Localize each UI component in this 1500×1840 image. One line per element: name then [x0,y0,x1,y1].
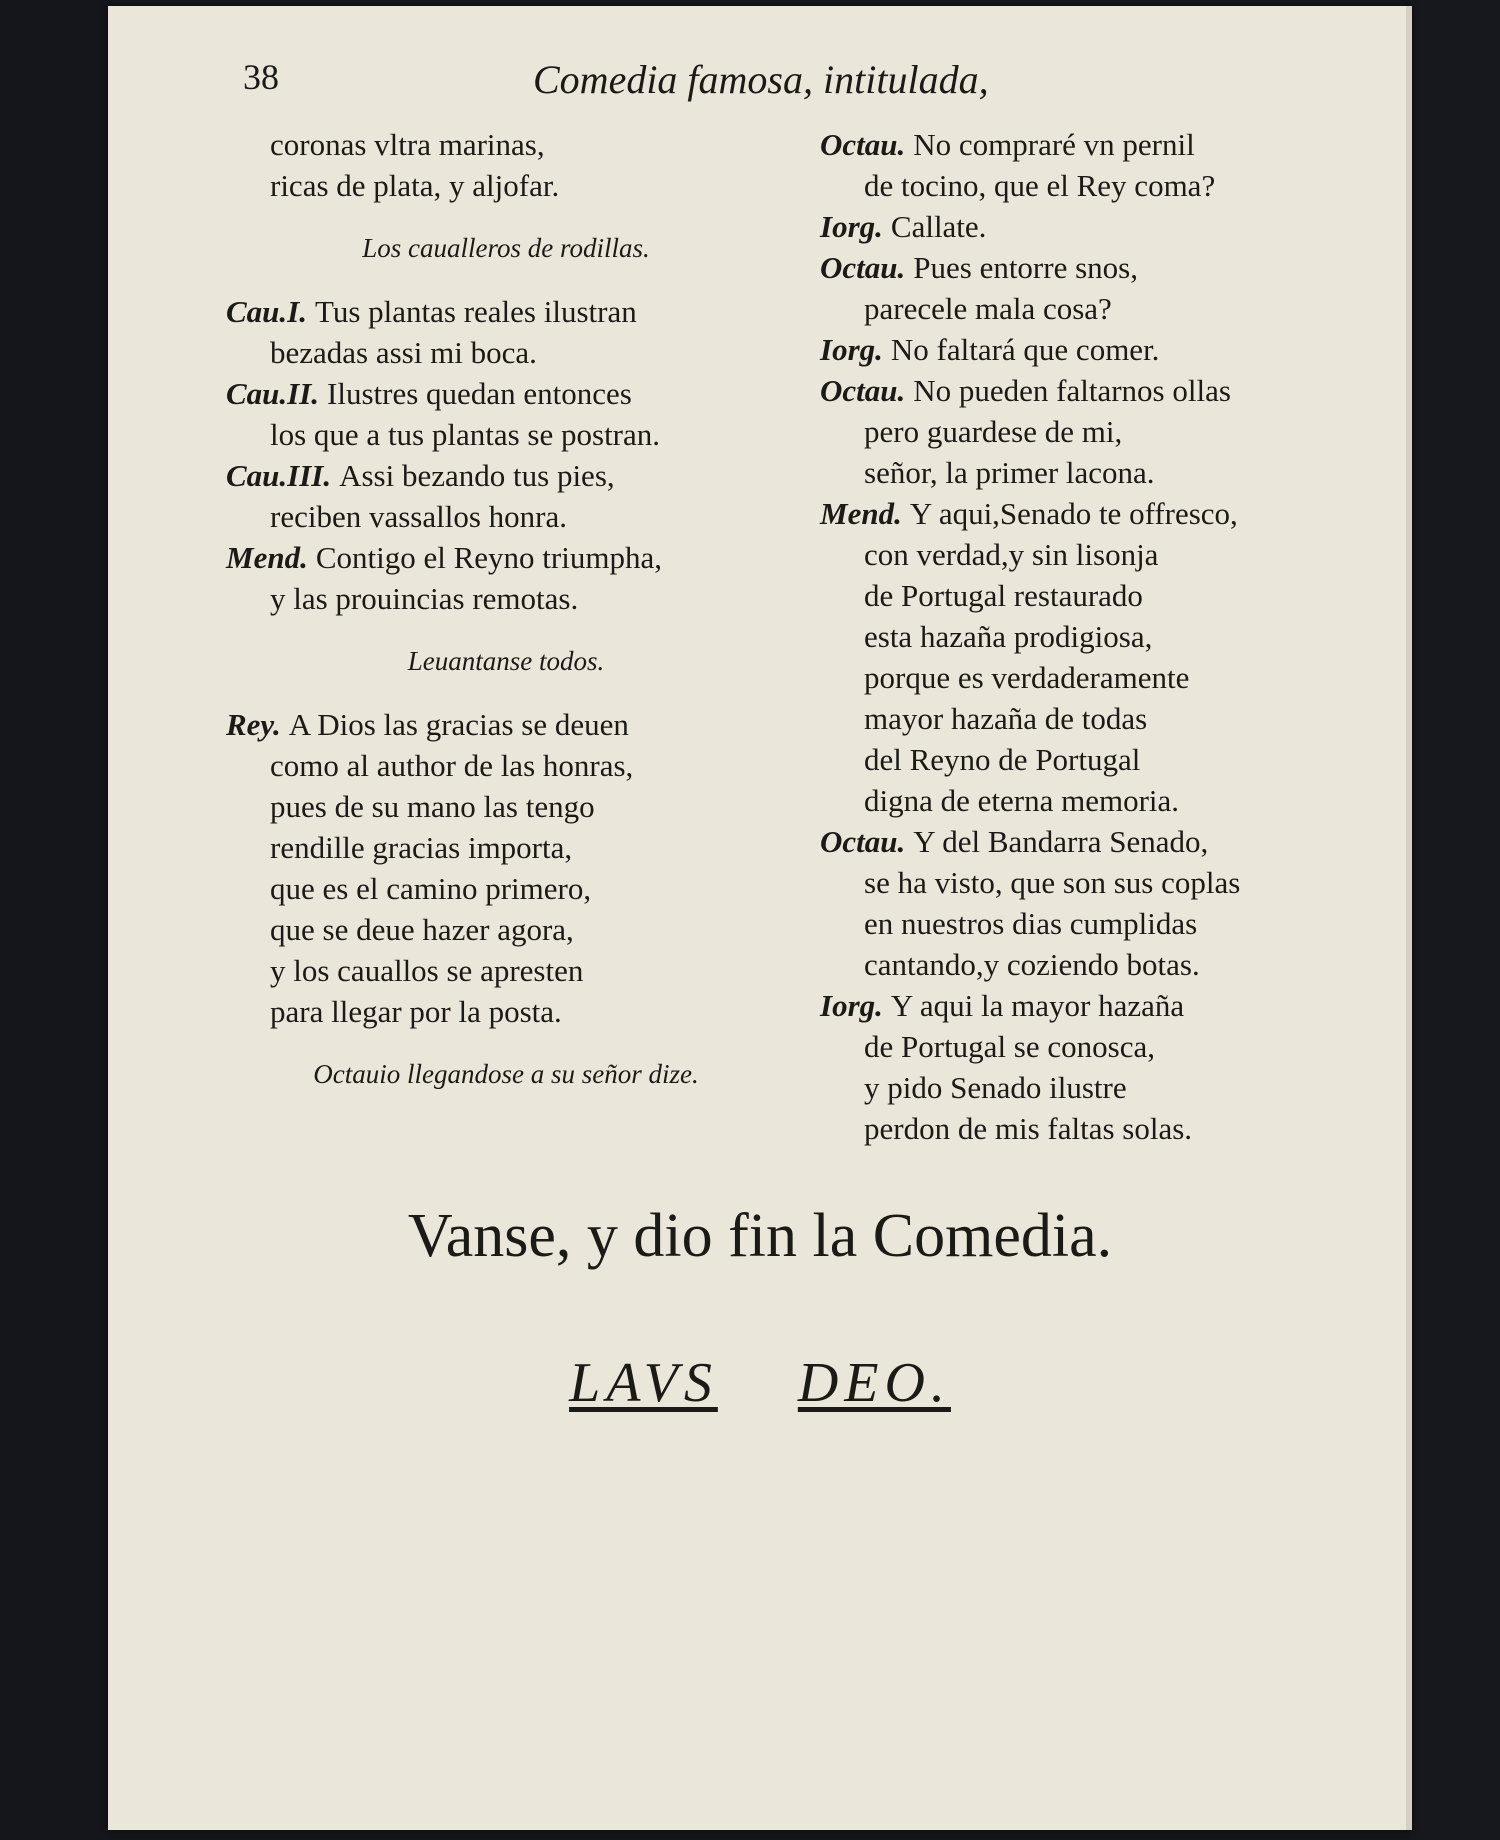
verse-line [226,991,786,1032]
verse-text: Y aqui,Senado te offresco, [909,496,1238,531]
verse-line [820,452,1400,493]
speaker-label: Mend. [226,540,308,575]
speaker-label: Rey. [226,707,281,742]
verse-line [820,985,1400,1026]
scanner-backdrop [1410,0,1500,1840]
verse-line [226,455,786,496]
verse-text: ricas de plata, y aljofar. [270,168,560,203]
speaker-label: Octau. [820,127,906,162]
stage-direction: Los caualleros de rodillas. [362,233,650,263]
verse-text: reciben vassallos honra. [270,499,567,534]
deo-word: DEO. [797,1352,951,1414]
verse-line [820,288,1400,329]
verse-text: que se deue hazer agora, [270,912,574,947]
verse-line [820,370,1400,411]
verse-line [820,575,1400,616]
verse-line [226,578,786,619]
verse-line [820,944,1400,985]
page-number: 38 [243,57,279,97]
verse-text: perdon de mis faltas solas. [864,1111,1193,1146]
verse-text: parecele mala cosa? [864,291,1112,326]
verse-text: No pueden faltarnos ollas [913,373,1231,408]
verse-text: Callate. [890,209,987,244]
verse-line [820,206,1400,247]
verse-text: A Dios las gracias se deuen [288,707,629,742]
verse-text: y los cauallos se apresten [270,953,584,988]
speaker-label: Iorg. [820,209,883,244]
verse-text: Assi bezando tus pies, [339,458,615,493]
closing-line: Vanse, y dio fin la Comedia. [407,1202,1113,1270]
verse-line [226,414,786,455]
left-column [226,124,786,1117]
verse-line [226,332,786,373]
verse-text: Pues entorre snos, [913,250,1138,285]
verse-line [226,537,786,578]
verse-text: Contigo el Reyno triumpha, [315,540,662,575]
verse-line [820,1026,1400,1067]
verse-text: esta hazaña prodigiosa, [864,619,1153,654]
stage-direction: Octauio llegandose a su señor dize. [313,1059,699,1089]
right-column [820,124,1400,1149]
verse-line [226,291,786,332]
verse-line [820,616,1400,657]
verse-text: y pido Senado ilustre [864,1070,1127,1105]
book-page [108,6,1412,1830]
verse-text: coronas vltra marinas, [270,127,545,162]
verse-text: Tus plantas reales ilustran [314,294,637,329]
verse-text: para llegar por la posta. [270,994,562,1029]
laus-deo [108,1351,1412,1415]
verse-text: No compraré vn pernil [913,127,1195,162]
speaker-label: Cau.III. [226,458,332,493]
verse-text: que es el camino primero, [270,871,592,906]
verse-text: en nuestros dias cumplidas [864,906,1198,941]
verse-text: como al author de las honras, [270,748,634,783]
verse-text: del Reyno de Portugal [864,742,1141,777]
verse-line [820,534,1400,575]
speaker-label: Iorg. [820,332,883,367]
verse-line [226,786,786,827]
speaker-label: Octau. [820,824,906,859]
verse-line [226,165,786,206]
verse-line [820,739,1400,780]
speaker-label: Cau.I. [226,294,307,329]
verse-text: y las prouincias remotas. [270,581,579,616]
laus-word: LAVS [569,1352,718,1414]
verse-line [226,496,786,537]
stage-direction: Leuantanse todos. [407,646,605,676]
verse-text: bezadas assi mi boca. [270,335,537,370]
verse-text: pues de su mano las tengo [270,789,595,824]
verse-line [820,903,1400,944]
verse-line [226,704,786,745]
running-title: Comedia famosa, intitulada, [533,57,989,102]
verse-line [226,909,786,950]
verse-text: Y del Bandarra Senado, [913,824,1209,859]
verse-line [820,247,1400,288]
verse-line [820,1108,1400,1149]
verse-line [820,493,1400,534]
verse-text: Ilustres quedan entonces [327,376,632,411]
verse-text: de Portugal restaurado [864,578,1143,613]
verse-text: los que a tus plantas se postran. [270,417,661,452]
verse-text: de Portugal se conosca, [864,1029,1155,1064]
verse-text: señor, la primer lacona. [864,455,1155,490]
verse-line [820,124,1400,165]
verse-line [820,411,1400,452]
page-edge [1406,6,1412,1830]
verse-text: porque es verdaderamente [864,660,1190,695]
verse-text: mayor hazaña de todas [864,701,1148,736]
verse-line [820,862,1400,903]
verse-line [226,373,786,414]
speaker-label: Octau. [820,373,906,408]
verse-line [820,780,1400,821]
verse-line [820,698,1400,739]
verse-text: con verdad,y sin lisonja [864,537,1159,572]
verse-line [226,124,786,165]
verse-line [226,868,786,909]
verse-line [226,827,786,868]
verse-line [820,329,1400,370]
verse-line [820,657,1400,698]
verse-text: de tocino, que el Rey coma? [864,168,1216,203]
speaker-label: Mend. [820,496,902,531]
verse-text: pero guardese de mi, [864,414,1123,449]
speaker-label: Iorg. [820,988,883,1023]
speaker-label: Cau.II. [226,376,320,411]
speaker-label: Octau. [820,250,906,285]
verse-text: Y aqui la mayor hazaña [890,988,1185,1023]
verse-text: rendille gracias importa, [270,830,573,865]
verse-text: No faltará que comer. [890,332,1160,367]
verse-text: digna de eterna memoria. [864,783,1180,818]
verse-line [820,1067,1400,1108]
verse-line [226,745,786,786]
verse-line [820,165,1400,206]
verse-line [226,950,786,991]
verse-text: cantando,y coziendo botas. [864,947,1200,982]
verse-text: se ha visto, que son sus coplas [864,865,1241,900]
verse-line [820,821,1400,862]
